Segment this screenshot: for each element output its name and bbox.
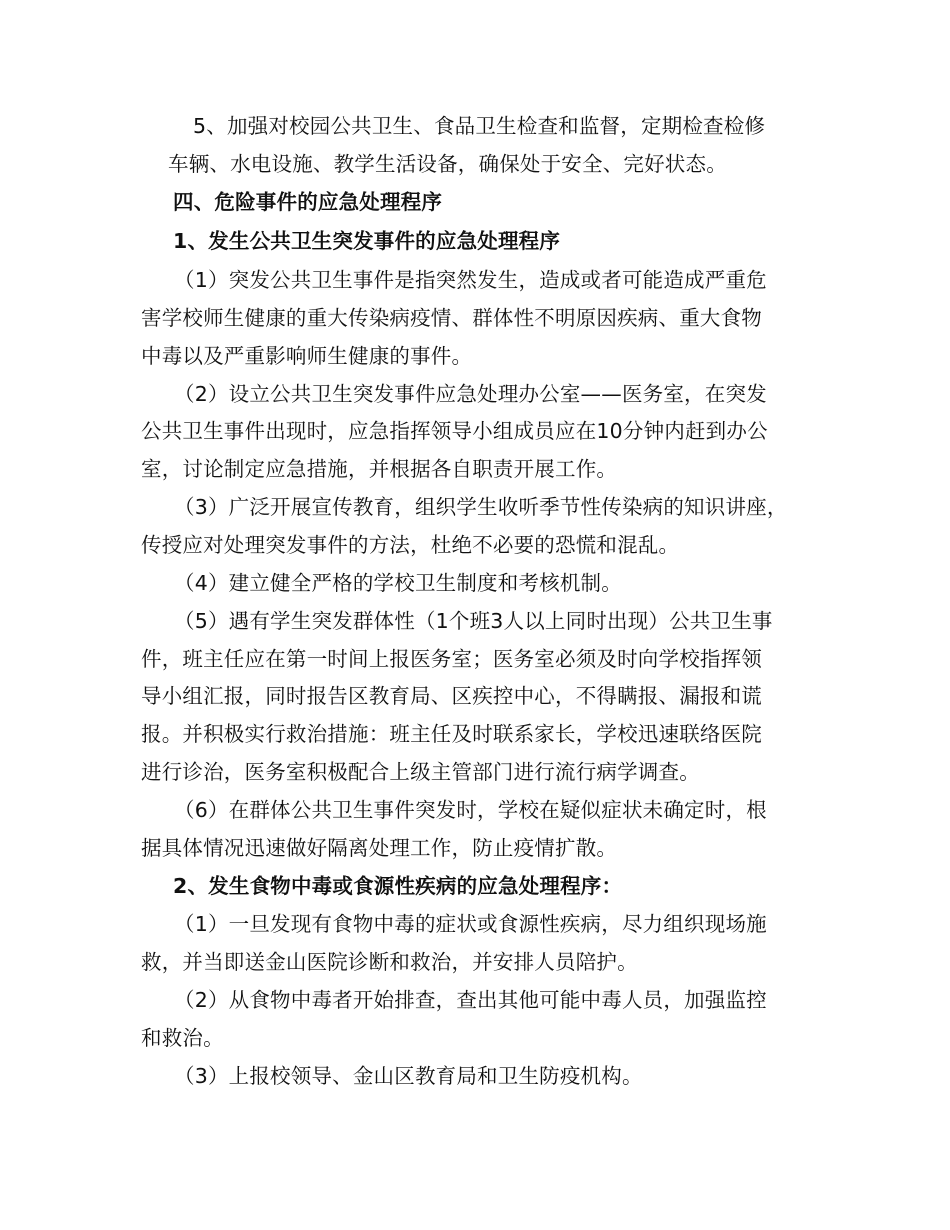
item-6-line-1: （6）在群体公共卫生事件突发时，学校在疑似症状未确定时，根 [174, 798, 767, 822]
item-6-line-2: 据具体情况迅速做好隔离处理工作，防止疫情扩散。 [141, 836, 618, 860]
food-item-1-line-1: （1）一旦发现有食物中毒的症状或食源性疾病，尽力组织现场施 [174, 912, 767, 936]
item-2-line-3: 室，讨论制定应急措施，并根据各自职责开展工作。 [141, 457, 618, 481]
item-3-line-1: （3）广泛开展宣传教育，组织学生收听季节性传染病的知识讲座， [174, 495, 788, 519]
item-5-line-4: 报。并积极实行救治措施：班主任及时联系家长，学校迅速联络医院 [141, 722, 762, 746]
item-4-line-1: （4）建立健全严格的学校卫生制度和考核机制。 [174, 571, 622, 595]
item-1-line-3: 中毒以及严重影响师生健康的事件。 [141, 344, 473, 368]
subheading-1: 1、发生公共卫生突发事件的应急处理程序 [173, 229, 561, 253]
food-item-2-line-2: 和救治。 [141, 1026, 224, 1050]
food-item-1-line-2: 救，并当即送金山医院诊断和救治，并安排人员陪护。 [141, 950, 638, 974]
item-5-line-3: 导小组汇报，同时报告区教育局、区疾控中心，不得瞒报、漏报和谎 [141, 684, 762, 708]
subheading-2: 2、发生食物中毒或食源性疾病的应急处理程序： [173, 874, 623, 898]
paragraph-5-line-2: 车辆、水电设施、教学生活设备，确保处于安全、完好状态。 [168, 152, 727, 176]
paragraph-5-line-1: 5、加强对校园公共卫生、食品卫生检查和监督，定期检查检修 [193, 114, 766, 138]
food-item-3-line-1: （3）上报校领导、金山区教育局和卫生防疫机构。 [174, 1064, 643, 1088]
item-2-line-1: （2）设立公共卫生突发事件应急处理办公室——医务室，在突发 [174, 382, 767, 406]
item-5-line-1: （5）遇有学生突发群体性（1个班3人以上同时出现）公共卫生事 [174, 609, 773, 633]
item-1-line-2: 害学校师生健康的重大传染病疫情、群体性不明原因疾病、重大食物 [141, 306, 762, 330]
food-item-2-line-1: （2）从食物中毒者开始排查，查出其他可能中毒人员，加强监控 [174, 988, 767, 1012]
item-3-line-2: 传授应对处理突发事件的方法，杜绝不必要的恐慌和混乱。 [141, 533, 680, 557]
item-5-line-2: 件，班主任应在第一时间上报医务室；医务室必须及时向学校指挥领 [141, 647, 762, 671]
item-2-line-2: 公共卫生事件出现时，应急指挥领导小组成员应在10分钟内赶到办公 [141, 419, 768, 443]
item-1-line-1: （1）突发公共卫生事件是指突然发生，造成或者可能造成严重危 [174, 268, 767, 292]
item-5-line-5: 进行诊治，医务室积极配合上级主管部门进行流行病学调查。 [141, 760, 700, 784]
section-heading-4: 四、危险事件的应急处理程序 [173, 190, 443, 214]
